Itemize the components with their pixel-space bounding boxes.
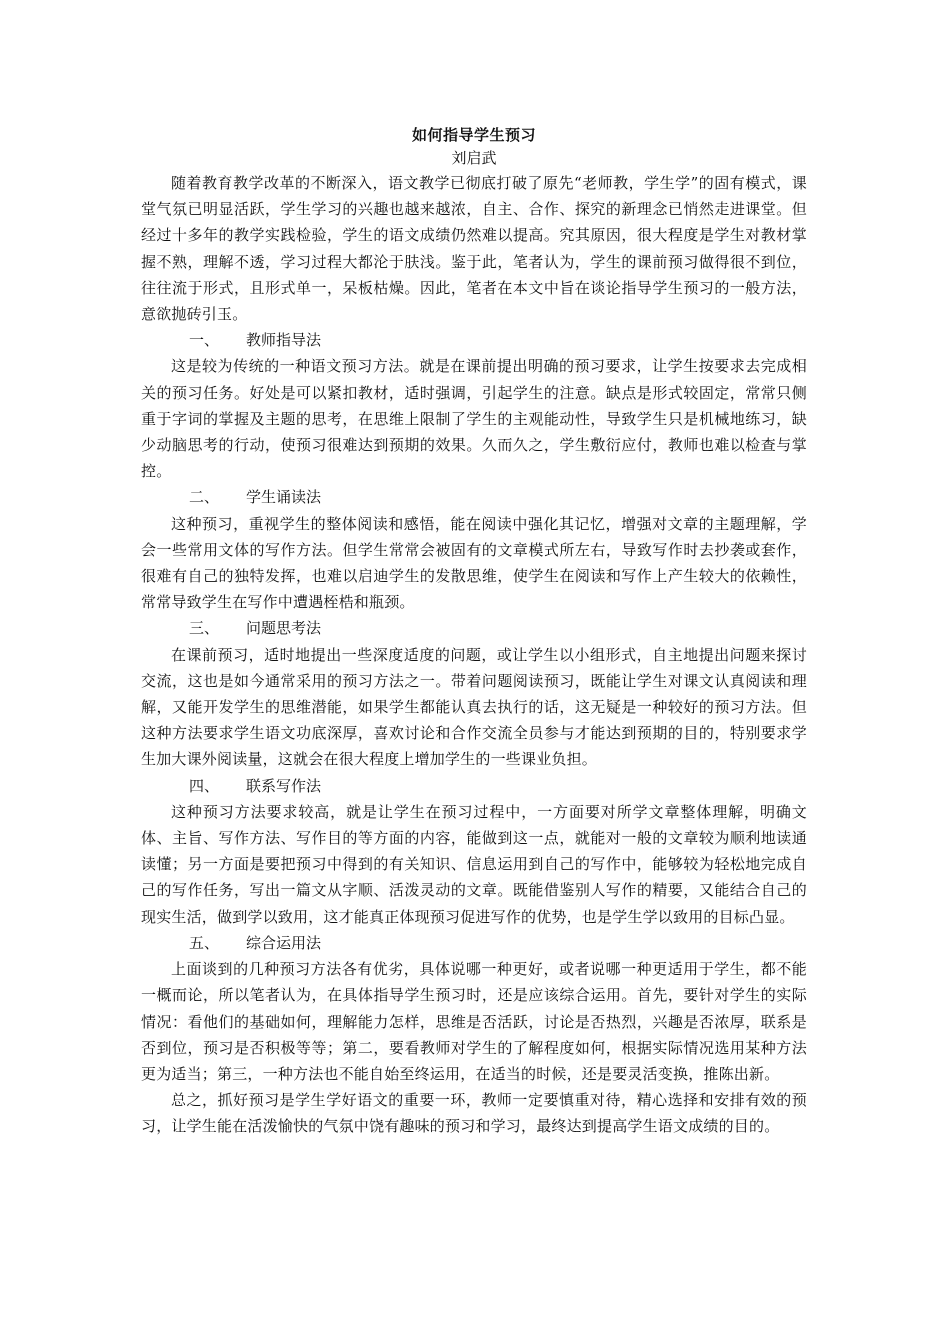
conclusion-paragraph: 总之，抓好预习是学生学好语文的重要一环，教师一定要慎重对待，精心选择和安排有效的预习，让学生能在活泼愉快的气氛中饶有趣味的预习和学习，最终达到提高学生语文成绩的目的。 bbox=[141, 1091, 807, 1136]
section-body-3: 在课前预习，适时地提出一些深度适度的问题，或让学生以小组形式，自主地提出问题来探讨交流，这也是如今通常采用的预习方法之一。带着问题阅读预习，既能让学生对课文认真阅读和理解，又能开发学生的思维潜能，如果学生都能认真去执行的话，这无疑是一种较好的预习方法。但这种方法要求学生语文功底深厚，喜欢讨论和合作交流全员参与才能达到预期的目的，特别要求学生加大课外阅读量，这就会在很大程度上增加学生的一些课业负担。 bbox=[141, 645, 807, 769]
section-number: 二、 bbox=[189, 488, 220, 507]
section-body-4: 这种预习方法要求较高，就是让学生在预习过程中，一方面要对所学文章整体理解，明确文体、主旨、写作方法、写作目的等方面的内容，能做到这一点，就能对一般的文章较为顺利地读通读懂；另一方面是要把预习中得到的有关知识、信息运用到自己的写作中，能够较为轻松地完成自己的写作任务，写出一篇文从字顺、活泼灵动的文章。既能借鉴别人写作的精要，又能结合自己的现实生活，做到学以致用，这才能真正体现预习促进写作的优势，也是学生学以致用的目标凸显。 bbox=[141, 802, 807, 926]
section-title: 联系写作法 bbox=[246, 776, 322, 795]
section-title: 问题思考法 bbox=[246, 619, 322, 638]
section-heading-4 bbox=[141, 773, 807, 799]
section-heading-3 bbox=[141, 615, 807, 641]
section-number: 五、 bbox=[189, 933, 220, 952]
section-number: 四、 bbox=[189, 776, 220, 795]
section-number: 一、 bbox=[189, 331, 220, 350]
section-heading-2 bbox=[141, 484, 807, 510]
section-title: 教师指导法 bbox=[246, 331, 322, 350]
section-title: 综合运用法 bbox=[246, 933, 322, 952]
section-heading-5 bbox=[141, 930, 807, 956]
section-title: 学生诵读法 bbox=[246, 488, 322, 507]
section-body-1: 这是较为传统的一种语文预习方法。就是在课前提出明确的预习要求，让学生按要求去完成相关的预习任务。好处是可以紧扣教材，适时强调，引起学生的注意。缺点是形式较固定，常常只侧重于字词的掌握及主题的思考，在思维上限制了学生的主观能动性，导致学生只是机械地练习，缺少动脑思考的行动，使预习很难达到预期的效果。久而久之，学生敷衍应付，教师也难以检查与掌控。 bbox=[141, 357, 807, 481]
document-title: 如何指导学生预习 bbox=[411, 126, 536, 144]
section-heading-1 bbox=[141, 327, 807, 353]
document-page bbox=[141, 124, 807, 1140]
intro-paragraph: 随着教育教学改革的不断深入，语文教学已彻底打破了原先“老师教，学生学”的固有模式，课堂气氛已明显活跃，学生学习的兴趣也越来越浓，自主、合作、探究的新理念已悄然走进课堂。但经过十多年的教学实践检验，学生的语文成绩仍然难以提高。究其原因，很大程度是学生对教材掌握不熟，理解不透，学习过程大都沦于肤浅。鉴于此，笔者认为，学生的课前预习做得很不到位，往往流于形式，且形式单一，呆板枯燥。因此，笔者在本文中旨在谈论指导学生预习的一般方法，意欲抛砖引玉。 bbox=[141, 174, 807, 324]
author-name: 刘启武 bbox=[451, 149, 497, 167]
section-body-5: 上面谈到的几种预习方法各有优劣，具体说哪一种更好，或者说哪一种更适用于学生，都不能一概而论，所以笔者认为，在具体指导学生预习时，还是应该综合运用。首先，要针对学生的实际情况：看他们的基础如何，理解能力怎样，思维是否活跃，讨论是否热烈，兴趣是否浓厚，联系是否到位，预习是否积极等等；第二，要看教师对学生的了解程度如何，根据实际情况选用某种方法更为适当；第三，一种方法也不能自始至终运用，在适当的时候，还是要灵活变换，推陈出新。 bbox=[141, 960, 807, 1083]
section-body-2: 这种预习，重视学生的整体阅读和感悟，能在阅读中强化其记忆，增强对文章的主题理解，学会一些常用文体的写作方法。但学生常常会被固有的文章模式所左右，导致写作时去抄袭或套作，很难有自己的独特发挥，也难以启迪学生的发散思维，使学生在阅读和写作上产生较大的依赖性，常常导致学生在写作中遭遇桎梏和瓶颈。 bbox=[141, 514, 807, 612]
section-number: 三、 bbox=[189, 619, 220, 638]
